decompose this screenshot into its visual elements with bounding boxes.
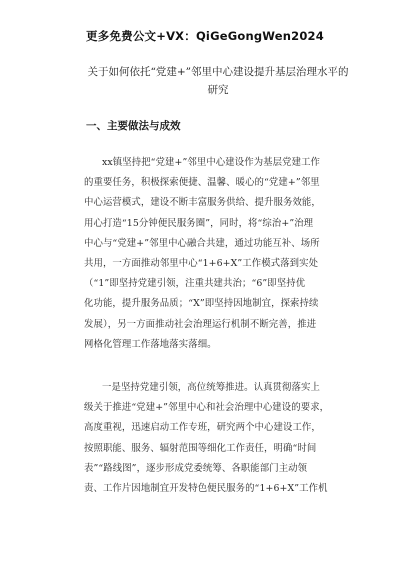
paragraph-line: 共用，一方面推动邻里中心“1+6+X”工作模式落到实处 [84, 258, 319, 270]
section-heading: 一、主要做法与成效 [86, 120, 181, 132]
paragraph-line: 化功能，提升服务品质；“X”即坚持因地制宜，探索持续 [84, 298, 319, 310]
paragraph-line: 高度重视，迅速启动工作专班，研究两个中心建设工作， [84, 422, 321, 434]
promo-banner: 更多免费公文+VX：QiGeGongWen2024 [86, 29, 324, 43]
paragraph-line: 表”“路线图”，逐步形成党委统筹、各职能部门主动领 [84, 462, 308, 474]
paragraph-line: 中心运营模式，建设不断丰富服务供给、提升服务效能， [84, 197, 321, 209]
paragraph-line: 用心打造“15分钟便民服务圈”，同时，将“综治+”治理 [84, 217, 314, 229]
paragraph-2 [84, 378, 374, 499]
paragraph-line: xx镇坚持把“党建+”邻里中心建设作为基层党建工作 [102, 157, 321, 168]
paragraph-line: 级关于推进“党建+”邻里中心和社会治理中心建设的要求， [84, 402, 330, 414]
paragraph-line: 中心与“党建+”邻里中心融合共建，通过功能互补、场所 [84, 237, 320, 249]
title-line: 研究 [207, 84, 229, 96]
paragraph-line: 按照职能、服务、辐射范围等细化工作责任，明确“时间 [84, 442, 317, 454]
document-title [70, 63, 366, 99]
paragraph-1 [84, 153, 374, 355]
paragraph-line: （“1”即坚持党建引领，注重共建共治；“6”即坚持优 [84, 278, 306, 290]
paragraph-line: 网格化管理工作落地落实落细。 [84, 338, 217, 350]
paragraph-line: 责、工作片因地制宜开发特色便民服务的“1+6+X”工作机 [84, 483, 328, 495]
paragraph-line: 的重要任务，积极探索便捷、温馨、暖心的“党建+”邻里 [84, 177, 320, 189]
paragraph-line: 一是坚持党建引领，高位统筹推进。认真贯彻落实上 [102, 382, 320, 393]
title-line: 关于如何依托“党建+”邻里中心建设提升基层治理水平的 [87, 66, 349, 78]
paragraph-line: 发展），另一方面推动社会治理运行机制不断完善，推进 [84, 318, 317, 330]
